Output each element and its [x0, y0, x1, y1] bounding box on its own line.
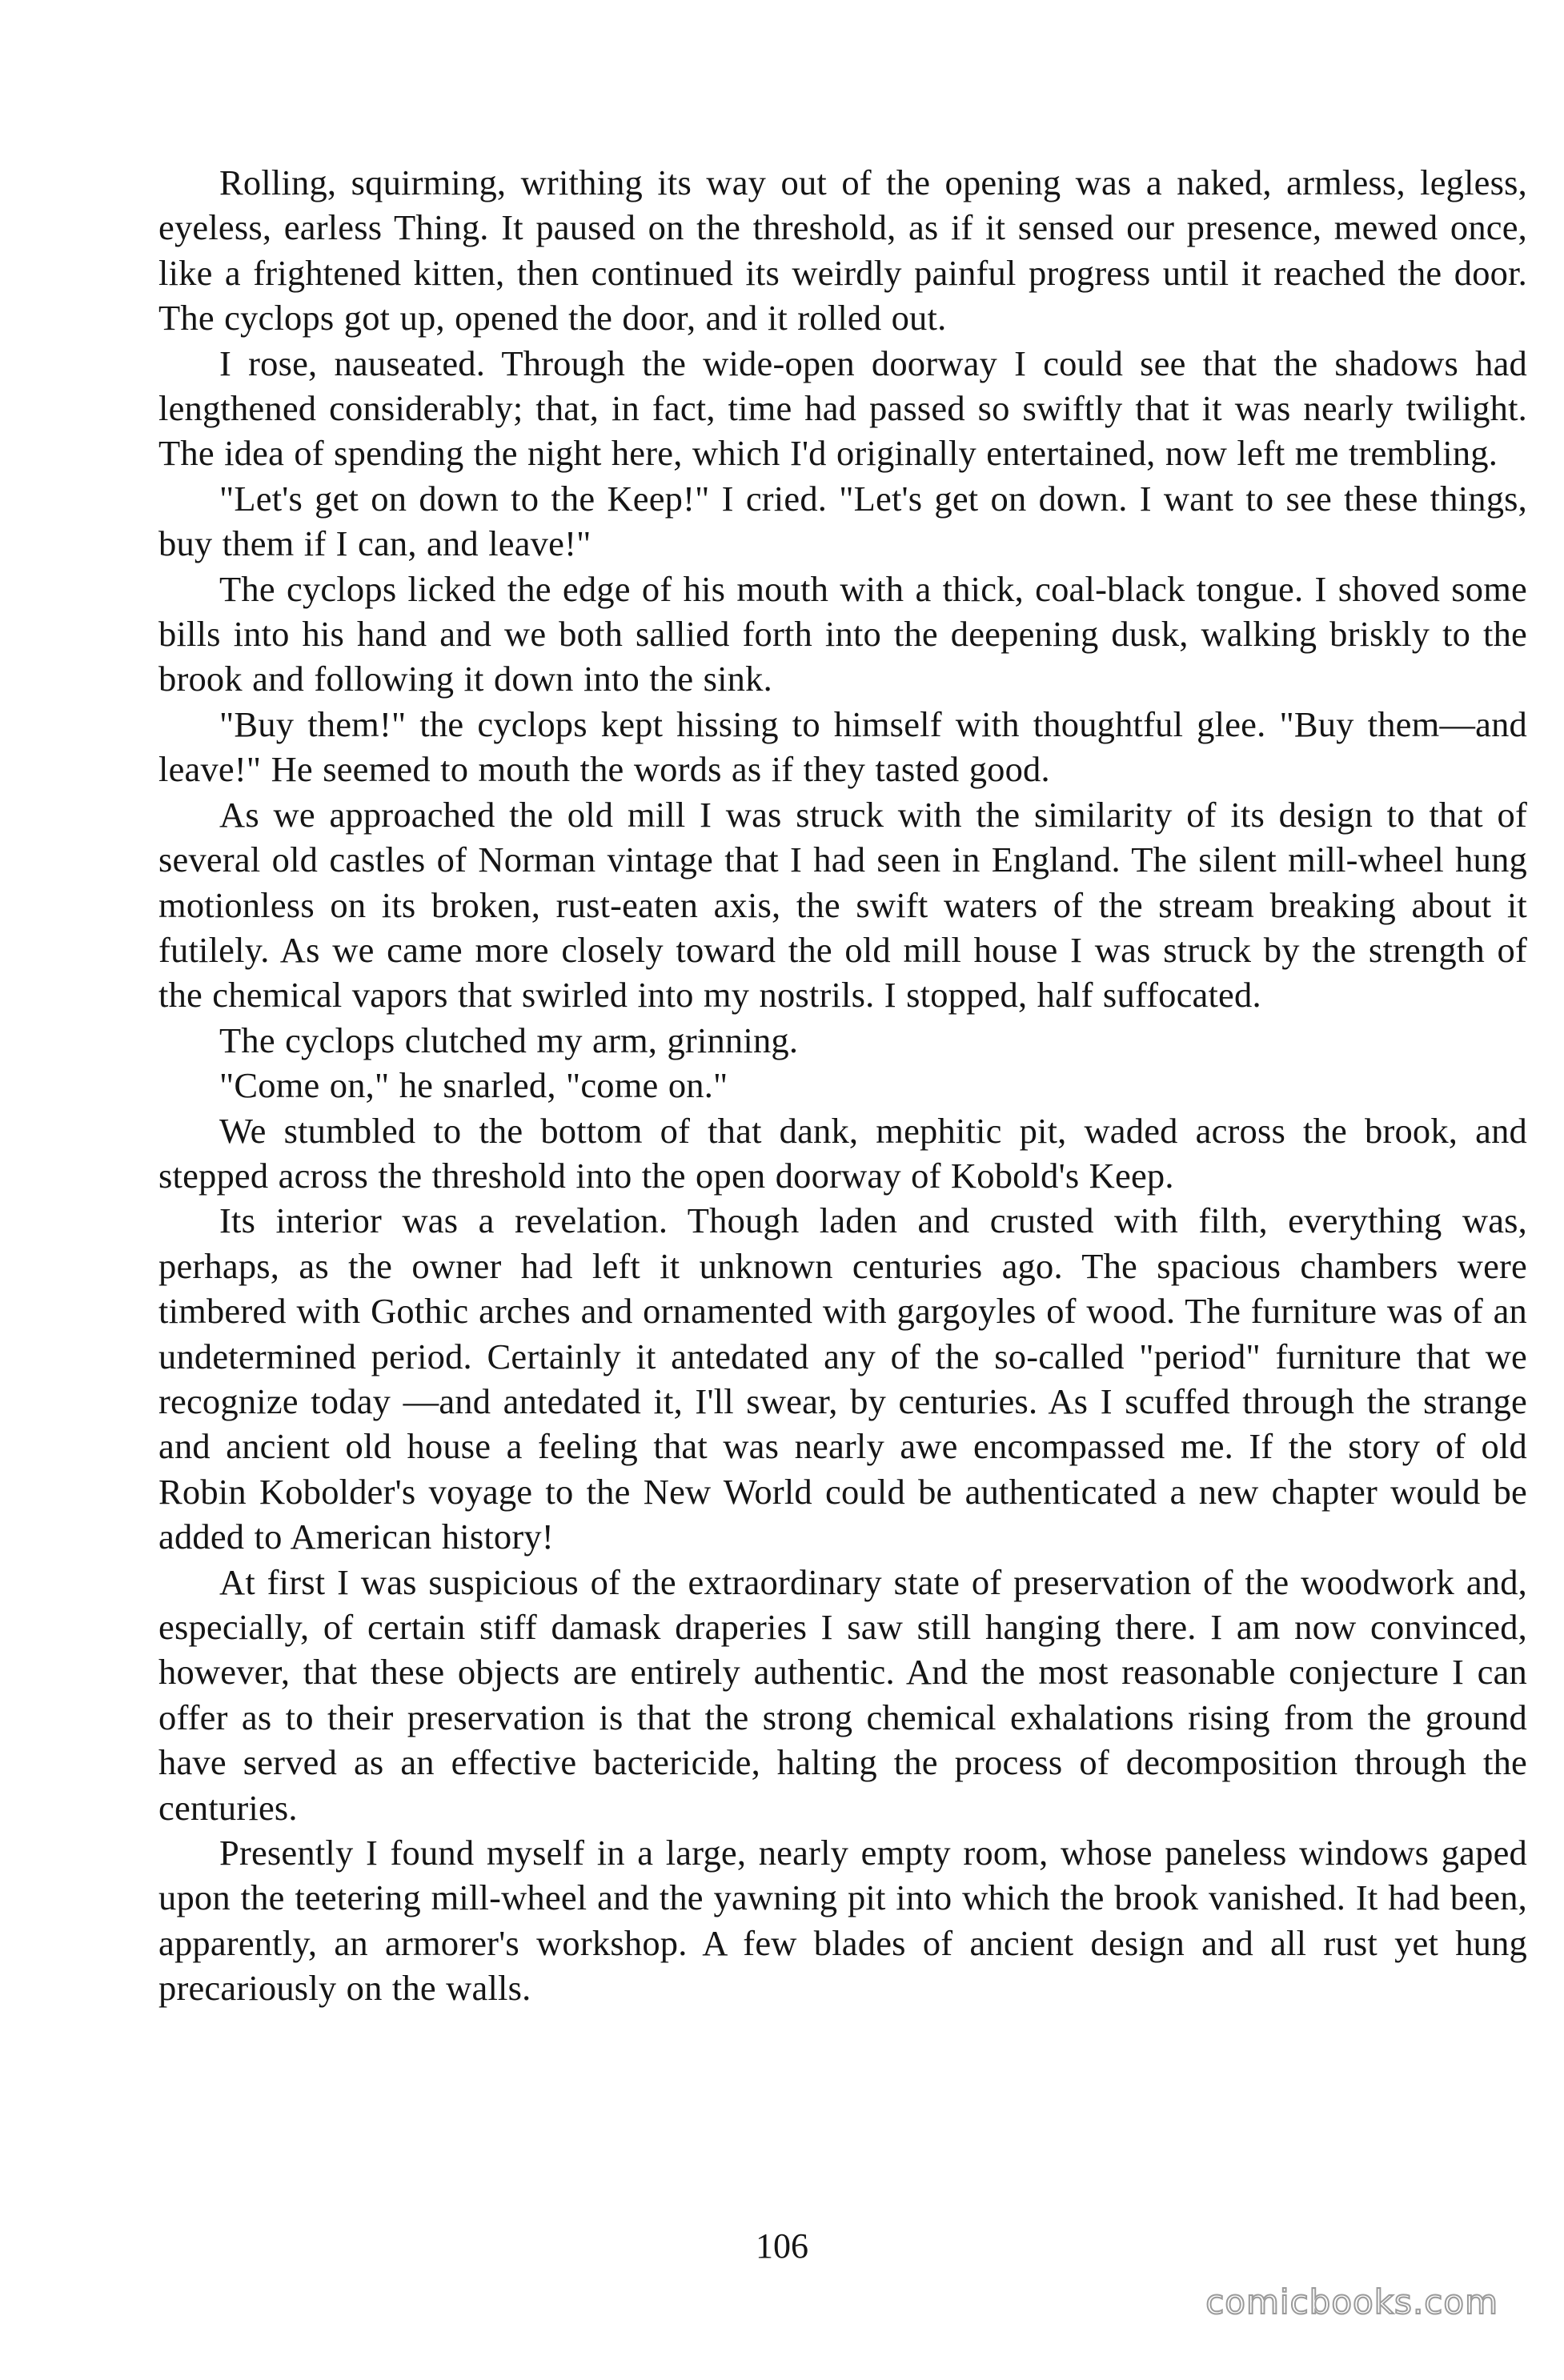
paragraph: As we approached the old mill I was struck with the similarity of its design to that of several old castles of Norman vintage that I had seen in England. The silent mill-wheel hung motionless on its broken, rust-eaten axis, the swift waters of the stream breaking about it futilely. As we came more closely toward the old mill house I was struck by the strength of the chemical vapors that swirled into my nostrils. I stopped, half suffocated. [158, 794, 1527, 1016]
watermark: comicbooks.com [1205, 2282, 1498, 2322]
paragraph: We stumbled to the bottom of that dank, mephitic pit, waded across the brook, and stepped across the threshold into the open doorway of Kobold's Keep. [158, 1110, 1527, 1196]
page-number: 106 [756, 2226, 808, 2266]
paragraph: "Let's get on down to the Keep!" I cried. "Let's get on down. I want to see these things, buy them if I can, and leave!" [158, 478, 1527, 564]
paragraph: Rolling, squirming, writhing its way out of the opening was a naked, armless, legless, eyeless, earless Thing. It paused on the threshold, as if it sensed our presence, mewed once, like a frightened kitten, then continued its weirdly painful progress until it reached the door. The cyclops got up, opened the door, and it rolled out. [158, 162, 1527, 339]
paragraph: I rose, nauseated. Through the wide-open doorway I could see that the shadows had lengthened considerably; that, in fact, time had passed so swiftly that it was nearly twilight. The idea of spending the night here, which I'd originally entertained, now left me trembling. [158, 343, 1527, 474]
paragraph: "Come on," he snarled, "come on." [219, 1065, 728, 1106]
paragraph: Its interior was a revelation. Though laden and crusted with filth, everything was, perhaps, as the owner had left it unknown centuries ago. The spacious chambers were timbered with Gothic arches and ornamented with gargoyles of wood. The furniture was of an undetermined period. Certainly it antedated any of the so-called "period" furniture that we recognize today —and antedated it, I'll swear, by centuries. As I scuffed through the strange and ancient old house a feeling that was nearly awe encompassed me. If the story of old Robin Kobolder's voyage to the New World could be authenticated a new chapter would be added to American history! [158, 1200, 1527, 1557]
paragraph: At first I was suspicious of the extraordinary state of preservation of the woodwork and, especially, of certain stiff damask draperies I saw still hanging there. I am now convinced, however, that these objects are entirely authentic. And the most reasonable conjecture I can offer as to their preservation is that the strong chemical exhalations rising from the ground have served as an effective bactericide, halting the process of decomposition through the centuries. [158, 1561, 1527, 1828]
paragraph: "Buy them!" the cyclops kept hissing to himself with thoughtful glee. "Buy them—and leave!" He seemed to mouth the words as if they tasted good. [158, 703, 1527, 790]
paragraph: The cyclops clutched my arm, grinning. [219, 1020, 799, 1060]
paragraph: Presently I found myself in a large, nearly empty room, whose paneless windows gaped upon the teetering mill-wheel and the yawning pit into which the brook vanished. It had been, apparently, an armorer's workshop. A few blades of ancient design and all rust yet hung precariously on the walls. [158, 1833, 1527, 2009]
paragraph: The cyclops licked the edge of his mouth with a thick, coal-black tongue. I shoved some bills into his hand and we both sallied forth into the deepening dusk, walking briskly to the brook and following it down into the sink. [158, 568, 1527, 699]
body-text [158, 160, 1527, 2011]
